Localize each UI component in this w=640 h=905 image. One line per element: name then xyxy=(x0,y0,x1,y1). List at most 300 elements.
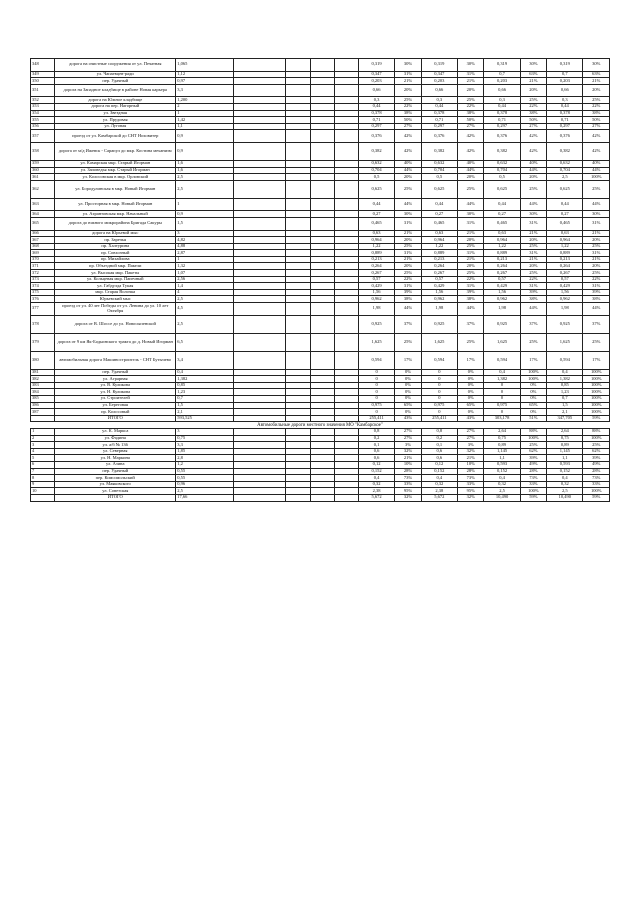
percent-cell: 44% xyxy=(520,303,546,316)
percent-cell: 17% xyxy=(457,351,483,369)
percent-cell: 0% xyxy=(457,409,483,416)
blank-cell xyxy=(310,409,334,416)
percent-cell: 44% xyxy=(583,303,610,316)
row-number: 378 xyxy=(31,315,55,333)
percent-cell: 22% xyxy=(583,103,610,110)
blank-cell xyxy=(233,103,286,110)
value-cell: 0,63 xyxy=(421,230,457,237)
blank-cell xyxy=(310,110,334,117)
value-cell: 0,89 xyxy=(484,442,520,449)
blank-cell xyxy=(334,389,358,396)
value-cell: 0,8 xyxy=(358,428,394,435)
percent-cell: 100% xyxy=(583,396,610,403)
blank-cell xyxy=(334,250,358,257)
road-length: 1,07 xyxy=(176,270,233,277)
percent-cell: 50% xyxy=(520,117,546,124)
table-row xyxy=(31,276,610,283)
row-number: 382 xyxy=(31,376,55,383)
table-row xyxy=(31,103,610,110)
value-cell: 0 xyxy=(358,382,394,389)
row-number: 384 xyxy=(31,389,55,396)
percent-cell: 0% xyxy=(520,382,546,389)
value-cell: 0,465 xyxy=(484,217,520,230)
value-cell: 0,44 xyxy=(547,103,583,110)
blank-cell xyxy=(233,455,286,462)
road-length: 1,6 xyxy=(176,160,233,167)
percent-cell: 38% xyxy=(395,110,421,117)
blank-cell xyxy=(334,382,358,389)
percent-cell: 100% xyxy=(583,389,610,396)
row-number: 3 xyxy=(31,442,55,449)
blank-cell xyxy=(233,442,286,449)
percent-cell: 31% xyxy=(520,250,546,257)
table-row xyxy=(31,78,610,85)
row-number: 4 xyxy=(31,448,55,455)
blank-cell xyxy=(334,494,358,501)
blank-cell xyxy=(233,217,286,230)
value-cell: 0,632 xyxy=(547,160,583,167)
percent-cell: 51% xyxy=(520,415,546,422)
road-name: ул. Н. Маркина xyxy=(55,455,176,462)
table-row xyxy=(31,256,610,263)
blank-cell xyxy=(334,448,358,455)
blank-cell xyxy=(310,217,334,230)
table-row xyxy=(31,289,610,296)
percent-cell: 43% xyxy=(457,415,483,422)
row-number: 370 xyxy=(31,256,55,263)
table-row xyxy=(31,435,610,442)
value-cell: 0,465 xyxy=(421,217,457,230)
value-cell: 0,975 xyxy=(358,402,394,409)
road-length: 2,5 xyxy=(176,296,233,303)
table-row xyxy=(31,468,610,475)
value-cell: 0,378 xyxy=(484,110,520,117)
percent-cell: 100% xyxy=(583,382,610,389)
table-row xyxy=(31,455,610,462)
percent-cell: 42% xyxy=(395,130,421,143)
blank-cell xyxy=(310,103,334,110)
value-cell: 0,152 xyxy=(421,468,457,475)
percent-cell: 44% xyxy=(457,303,483,316)
value-cell: 0,382 xyxy=(547,142,583,160)
percent-cell: 100% xyxy=(583,376,610,383)
percent-cell: 20% xyxy=(395,237,421,244)
value-cell: 0,632 xyxy=(421,160,457,167)
blank-cell xyxy=(286,117,310,124)
value-cell: 0,297 xyxy=(547,123,583,130)
road-name: ул. Чапаевцев-ради xyxy=(55,71,176,78)
blank-cell xyxy=(334,270,358,277)
row-number: 362 xyxy=(31,180,55,198)
value-cell: 0,347 xyxy=(358,71,394,78)
blank-cell xyxy=(334,455,358,462)
value-cell: 0,57 xyxy=(484,276,520,283)
table-row xyxy=(31,180,610,198)
percent-cell: 0% xyxy=(457,382,483,389)
value-cell: 1,625 xyxy=(358,333,394,351)
blank-cell xyxy=(310,303,334,316)
value-cell: 0,152 xyxy=(358,468,394,475)
percent-cell: 27% xyxy=(457,428,483,435)
percent-cell: 88% xyxy=(520,428,546,435)
road-length: 1 xyxy=(176,256,233,263)
blank-cell xyxy=(286,481,310,488)
value-cell: 0,593 xyxy=(547,461,583,468)
value-cell: 2,64 xyxy=(547,428,583,435)
percent-cell: 25% xyxy=(457,270,483,277)
blank-cell xyxy=(233,369,286,376)
blank-cell xyxy=(334,237,358,244)
value-cell: 0,319 xyxy=(421,59,457,72)
percent-cell: 42% xyxy=(395,142,421,160)
blank-cell xyxy=(310,59,334,72)
value-cell: 0,27 xyxy=(358,211,394,218)
percent-cell: 62% xyxy=(583,448,610,455)
road-length: 1,12 xyxy=(176,71,233,78)
blank-cell xyxy=(286,160,310,167)
row-number: 364 xyxy=(31,211,55,218)
percent-cell: 25% xyxy=(520,97,546,104)
percent-cell: 39% xyxy=(583,289,610,296)
value-cell: 0,6 xyxy=(421,455,457,462)
value-cell: 0,964 xyxy=(358,237,394,244)
road-name: ул. Аграрная xyxy=(55,376,176,383)
value-cell: 0 xyxy=(358,376,394,383)
blank-cell xyxy=(233,123,286,130)
blank-cell xyxy=(334,468,358,475)
blank-cell xyxy=(310,276,334,283)
value-cell: 0,63 xyxy=(358,230,394,237)
row-number: 379 xyxy=(31,333,55,351)
percent-cell: 100% xyxy=(520,488,546,495)
percent-cell: 30% xyxy=(583,59,610,72)
percent-cell: 25% xyxy=(520,333,546,351)
value-cell: 0,1 xyxy=(421,442,457,449)
value-cell: 0,32 xyxy=(484,481,520,488)
blank-cell xyxy=(310,488,334,495)
value-cell: 10,490 xyxy=(547,494,583,501)
percent-cell: 20% xyxy=(520,174,546,181)
value-cell: 0,44 xyxy=(358,198,394,211)
blank-cell xyxy=(286,376,310,383)
value-cell: 0,152 xyxy=(547,468,583,475)
blank-cell xyxy=(310,333,334,351)
blank-cell xyxy=(334,435,358,442)
percent-cell: 31% xyxy=(457,283,483,290)
blank-cell xyxy=(310,369,334,376)
percent-cell: 65% xyxy=(395,402,421,409)
percent-cell: 65% xyxy=(520,402,546,409)
blank-cell xyxy=(334,409,358,416)
road-name: ул. Советская xyxy=(55,488,176,495)
percent-cell: 42% xyxy=(520,142,546,160)
percent-cell: 38% xyxy=(520,296,546,303)
blank-cell xyxy=(286,270,310,277)
blank-cell xyxy=(233,428,286,435)
blank-cell xyxy=(233,448,286,455)
value-cell: 0,213 xyxy=(484,256,520,263)
percent-cell: 73% xyxy=(395,475,421,482)
value-cell: 0,625 xyxy=(358,180,394,198)
road-table xyxy=(30,58,610,502)
percent-cell: 31% xyxy=(583,217,610,230)
value-cell: 1,1 xyxy=(484,455,520,462)
blank-cell xyxy=(286,123,310,130)
percent-cell: 20% xyxy=(520,263,546,270)
value-cell: 0,66 xyxy=(358,84,394,97)
road-length: 0,4 xyxy=(176,369,233,376)
blank-cell xyxy=(286,230,310,237)
blank-cell xyxy=(334,142,358,160)
percent-cell: 27% xyxy=(395,123,421,130)
value-cell: 0,347 xyxy=(421,71,457,78)
value-cell: 0,297 xyxy=(484,123,520,130)
table-row xyxy=(31,117,610,124)
percent-cell: 31% xyxy=(395,217,421,230)
table-row xyxy=(31,303,610,316)
blank-cell xyxy=(310,237,334,244)
value-cell: 0,5 xyxy=(484,174,520,181)
blank-cell xyxy=(334,481,358,488)
row-number: 359 xyxy=(31,160,55,167)
blank-cell xyxy=(334,276,358,283)
blank-cell xyxy=(286,276,310,283)
percent-cell: 95% xyxy=(395,488,421,495)
value-cell: 1,23 xyxy=(547,389,583,396)
road-name: проезд от ул. Камбарской до СНТ Ноховитер xyxy=(55,130,176,143)
percent-cell: 0% xyxy=(457,376,483,383)
value-cell: 0,32 xyxy=(421,481,457,488)
value-cell: 0,6 xyxy=(358,448,394,455)
blank-cell xyxy=(334,396,358,403)
table-row xyxy=(31,333,610,351)
value-cell: 0,213 xyxy=(421,256,457,263)
percent-cell: 22% xyxy=(395,103,421,110)
percent-cell: 63% xyxy=(520,71,546,78)
percent-cell: 20% xyxy=(583,84,610,97)
blank-cell xyxy=(233,78,286,85)
value-cell: 0,203 xyxy=(484,78,520,85)
blank-cell xyxy=(334,71,358,78)
blank-cell xyxy=(334,211,358,218)
blank-cell xyxy=(233,276,286,283)
percent-cell: 10% xyxy=(395,461,421,468)
blank-cell xyxy=(233,263,286,270)
blank-cell xyxy=(310,442,334,449)
blank-cell xyxy=(286,59,310,72)
value-cell: 1,625 xyxy=(484,333,520,351)
value-cell: 1,5 xyxy=(547,402,583,409)
table-row xyxy=(31,237,610,244)
row-number: 372 xyxy=(31,270,55,277)
value-cell: 0,27 xyxy=(547,211,583,218)
road-name: ул. Азина xyxy=(55,461,176,468)
value-cell: 0 xyxy=(421,396,457,403)
percent-cell: 39% xyxy=(520,455,546,462)
road-name: пер. Комсомольский xyxy=(55,475,176,482)
value-cell: 0,465 xyxy=(358,217,394,230)
percent-cell: 25% xyxy=(457,97,483,104)
value-cell: 2,38 xyxy=(358,488,394,495)
blank-cell xyxy=(286,296,310,303)
table-row xyxy=(31,123,610,130)
percent-cell: 73% xyxy=(583,475,610,482)
percent-cell: 40% xyxy=(583,160,610,167)
percent-cell: 62% xyxy=(520,448,546,455)
value-cell: 0,85 xyxy=(547,382,583,389)
percent-cell: 50% xyxy=(457,117,483,124)
percent-cell: 65% xyxy=(457,402,483,409)
road-name: пер. Удачный xyxy=(55,78,176,85)
value-cell: 1,1 xyxy=(547,455,583,462)
percent-cell: 37% xyxy=(395,315,421,333)
value-cell: 0,889 xyxy=(484,250,520,257)
percent-cell: 25% xyxy=(583,333,610,351)
road-name: дорога на очистные сооружения от ул. Печатная xyxy=(55,59,176,72)
percent-cell: 22% xyxy=(395,276,421,283)
blank-cell xyxy=(233,84,286,97)
percent-cell: 33% xyxy=(583,481,610,488)
percent-cell: 22% xyxy=(457,276,483,283)
value-cell: 0,6 xyxy=(358,455,394,462)
road-name: ул. Просторная в мкр. Новый Игорман xyxy=(55,198,176,211)
percent-cell: 30% xyxy=(583,211,610,218)
value-cell: 0,889 xyxy=(358,250,394,257)
row-number: 349 xyxy=(31,71,55,78)
blank-cell xyxy=(334,217,358,230)
percent-cell: 31% xyxy=(395,283,421,290)
value-cell: 0,7 xyxy=(547,71,583,78)
percent-cell: 50% xyxy=(395,117,421,124)
value-cell: 0,4 xyxy=(484,475,520,482)
percent-cell: 39% xyxy=(395,289,421,296)
road-length: 0,9 xyxy=(176,142,233,160)
road-name: проезд от ул. 40 лет Победы от ул. Ленина до ул. 10 лет Октября xyxy=(55,303,176,316)
percent-cell: 44% xyxy=(457,198,483,211)
row-number: 360 xyxy=(31,167,55,174)
value-cell: 0,7 xyxy=(547,396,583,403)
percent-cell: 95% xyxy=(457,488,483,495)
value-cell: 0,382 xyxy=(484,142,520,160)
value-cell: 0,962 xyxy=(358,296,394,303)
percent-cell: 38% xyxy=(457,110,483,117)
value-cell: 0,319 xyxy=(358,59,394,72)
road-name: ул. Н. Куликова xyxy=(55,389,176,396)
road-length: 1,1 xyxy=(176,123,233,130)
road-length: 2,5 xyxy=(176,488,233,495)
row-number: 9 xyxy=(31,481,55,488)
blank-cell xyxy=(286,110,310,117)
blank-cell xyxy=(310,481,334,488)
value-cell: 0,44 xyxy=(484,198,520,211)
road-length: 2,1 xyxy=(176,409,233,416)
row-number: 377 xyxy=(31,303,55,316)
percent-cell: 31% xyxy=(520,283,546,290)
percent-cell: 50% xyxy=(583,117,610,124)
road-name: ул. Прудовая xyxy=(55,117,176,124)
percent-cell: 44% xyxy=(395,198,421,211)
blank-cell xyxy=(334,303,358,316)
value-cell: 0,2 xyxy=(421,435,457,442)
blank-cell xyxy=(233,315,286,333)
road-name: ул. К. Маркса xyxy=(55,428,176,435)
percent-cell: 28% xyxy=(520,468,546,475)
road-length: 1,200 xyxy=(176,97,233,104)
blank-cell xyxy=(233,230,286,237)
percent-cell: 100% xyxy=(583,402,610,409)
percent-cell: 25% xyxy=(520,180,546,198)
road-name: ул. Северная xyxy=(55,448,176,455)
percent-cell: 38% xyxy=(583,110,610,117)
value-cell: 0,203 xyxy=(421,78,457,85)
row-number: 380 xyxy=(31,351,55,369)
blank-cell xyxy=(286,389,310,396)
blank-cell xyxy=(233,250,286,257)
blank-cell xyxy=(233,289,286,296)
percent-cell: 40% xyxy=(395,160,421,167)
percent-cell: 30% xyxy=(395,211,421,218)
table-row xyxy=(31,250,610,257)
percent-cell: 20% xyxy=(583,263,610,270)
blank-cell xyxy=(286,303,310,316)
blank-cell xyxy=(286,369,310,376)
blank-cell xyxy=(310,250,334,257)
road-length: 2,8 xyxy=(176,455,233,462)
percent-cell: 20% xyxy=(457,174,483,181)
table-row xyxy=(31,442,610,449)
blank-cell xyxy=(286,448,310,455)
blank-cell xyxy=(334,428,358,435)
row-number: 352 xyxy=(31,97,55,104)
percent-cell: 43% xyxy=(395,415,421,422)
road-name: пр. Колосовый xyxy=(55,409,176,416)
value-cell: 0,964 xyxy=(547,237,583,244)
percent-cell: 0% xyxy=(457,369,483,376)
value-cell: 0,264 xyxy=(547,263,583,270)
blank-cell xyxy=(286,217,310,230)
percent-cell: 21% xyxy=(583,230,610,237)
table-row xyxy=(31,315,610,333)
road-length: 0,7 xyxy=(176,396,233,403)
table-row xyxy=(31,160,610,167)
blank-cell xyxy=(233,351,286,369)
blank-cell xyxy=(310,389,334,396)
value-cell: 0,889 xyxy=(547,250,583,257)
road-length: 1,382 xyxy=(176,376,233,383)
value-cell: 0,267 xyxy=(358,270,394,277)
road-length: 4,88 xyxy=(176,243,233,250)
blank-cell xyxy=(286,250,310,257)
row-number: 358 xyxy=(31,142,55,160)
percent-cell: 25% xyxy=(583,97,610,104)
value-cell: 1,145 xyxy=(484,448,520,455)
row-number: 369 xyxy=(31,250,55,257)
road-name: ул. Луговая xyxy=(55,123,176,130)
value-cell: 1,98 xyxy=(421,303,457,316)
value-cell: 0,264 xyxy=(421,263,457,270)
blank-cell xyxy=(233,461,286,468)
blank-cell xyxy=(334,130,358,143)
value-cell: 255,411 xyxy=(421,415,457,422)
table-row xyxy=(31,448,610,455)
percent-cell: 21% xyxy=(520,256,546,263)
value-cell: 0,962 xyxy=(421,296,457,303)
table-row xyxy=(31,110,610,117)
blank-cell xyxy=(310,382,334,389)
value-cell: 0 xyxy=(484,409,520,416)
blank-cell xyxy=(310,256,334,263)
blank-cell xyxy=(334,160,358,167)
